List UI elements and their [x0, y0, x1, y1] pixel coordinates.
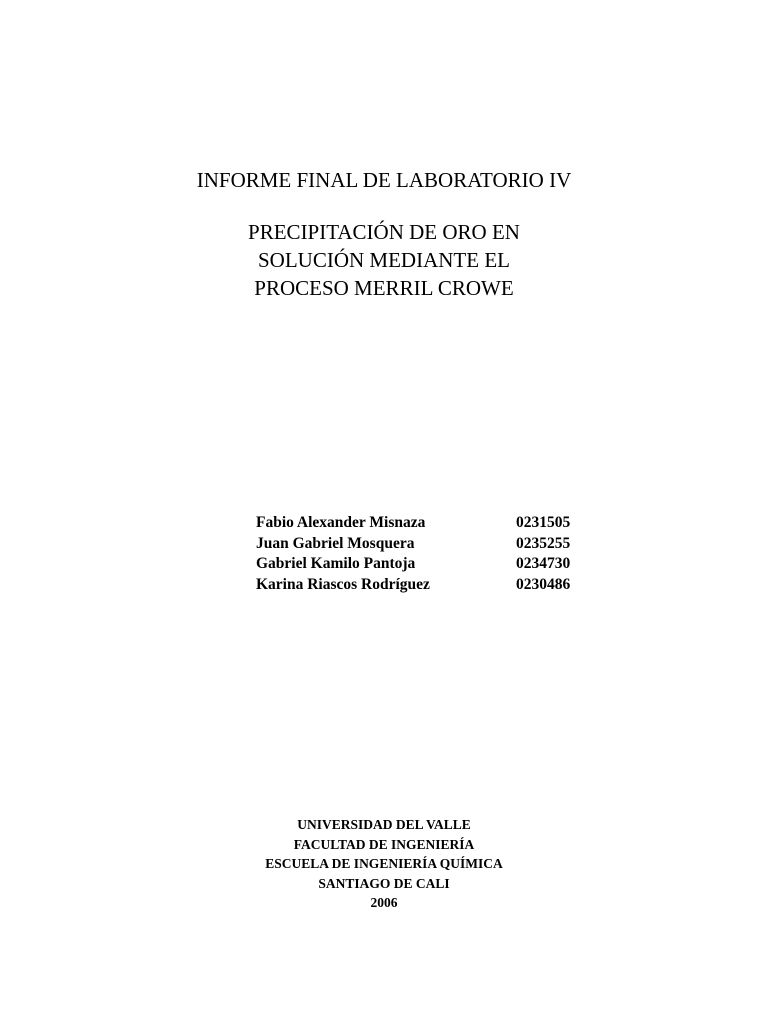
author-row	[256, 534, 596, 555]
author-name: Fabio Alexander Misnaza	[256, 514, 426, 531]
faculty-name: FACULTAD DE INGENIERÍA	[293, 836, 475, 852]
institution-block	[0, 815, 768, 913]
subtitle-line: PROCESO MERRIL CROWE	[254, 276, 514, 300]
author-name: Juan Gabriel Mosquera	[256, 534, 415, 552]
author-row	[256, 513, 596, 534]
university-name: UNIVERSIDAD DEL VALLE	[297, 817, 471, 832]
year: 2006	[370, 895, 398, 910]
subtitle-line: SOLUCIÓN MEDIANTE EL	[258, 248, 510, 272]
author-code: 0231505	[516, 514, 571, 531]
author-name: Gabriel Kamilo Pantoja	[256, 555, 416, 572]
report-title: INFORME FINAL DE LABORATORIO IV	[196, 168, 572, 192]
city-name: SANTIAGO DE CALI	[318, 875, 450, 891]
subtitle-line: PRECIPITACIÓN DE ORO EN	[248, 220, 520, 244]
author-row	[256, 554, 596, 575]
author-row	[256, 575, 596, 596]
author-name: Karina Riascos Rodríguez	[256, 575, 430, 593]
author-code: 0235255	[516, 534, 571, 552]
report-subtitle	[0, 218, 768, 302]
author-code: 0234730	[516, 555, 571, 572]
school-name: ESCUELA DE INGENIERÍA QUÍMICA	[265, 856, 503, 871]
author-code: 0230486	[516, 575, 571, 593]
authors-list	[256, 513, 596, 595]
